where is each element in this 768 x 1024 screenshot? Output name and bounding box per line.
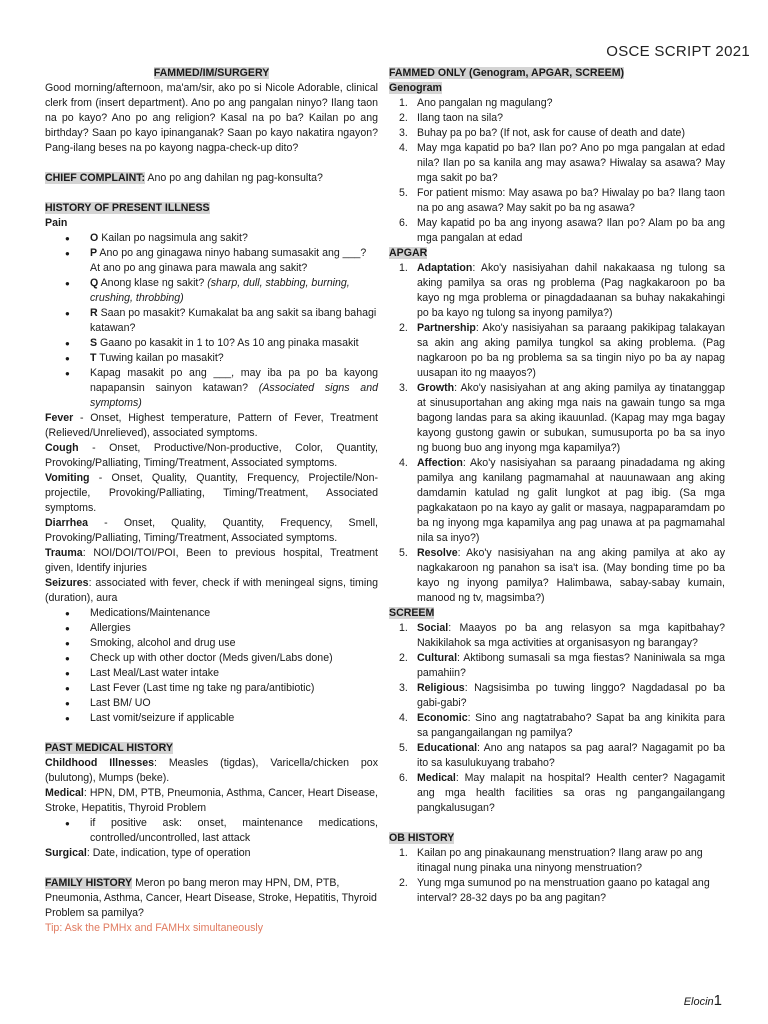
tip-note: Tip: Ask the PMHx and FAMHx simultaneously xyxy=(45,922,264,934)
list-item: 5. Resolve: Ako'y nasisiyahan na ang aking pamilya at ako ay nagkakaroon ng panahon sa isa't isa. (May bonding time po ba kayo ng inyong pamilya? Halimbawa, sabay-sabay kumain, manood ng tv, magsimba?) xyxy=(399,547,725,604)
screem-label: SCREEM xyxy=(389,607,435,619)
symptom-trauma xyxy=(45,546,378,576)
pain-text: Kailan po nagsimula ang sakit? xyxy=(98,232,248,244)
symptom-label: Fever xyxy=(45,412,74,424)
symptom-text: - Onset, Quality, Quantity, Frequency, Projectile/Non-projectile, Provoking/Palliating, Timing/Treatment, Associated symptoms. xyxy=(45,472,378,514)
list-item: ● Last vomit/seizure if applicable xyxy=(45,711,378,726)
symptom-text: - Onset, Highest temperature, Pattern of Fever, Treatment (Relieved/Unrelieved), associated symptoms. xyxy=(45,412,378,439)
hpi-header-line xyxy=(45,201,378,216)
pmh-header-line xyxy=(45,741,378,756)
pain-label: Pain xyxy=(45,217,68,229)
hpi-header: HISTORY OF PRESENT ILLNESS xyxy=(45,202,210,214)
childhood-text: : Measles (tigdas), Varicella/chicken pox (bulutong), Mumps (beke). xyxy=(45,757,378,784)
list-item: 4. Economic: Sino ang nagtatrabaho? Sapat ba ang kinikita para sa pangangailangan ng pamilya? xyxy=(399,712,725,739)
left-column xyxy=(45,66,378,936)
pain-key: S xyxy=(90,337,98,349)
list-item: 4. Affection: Ako'y nasisiyahan sa paraang pinadadama ng aking pamilya ang kanilang pagmamahal at nauunawaan ang aking damdamin katulad ng galit lungkot at pag ibig. (Sa mga pagkakataon po na kayo ay galit or masaya, nagpaparamdam po ba ng inyong mga kapamilya ang pag unawa at pa pagmamahal nila sa inyo?) xyxy=(399,457,725,544)
apgar-line xyxy=(389,246,725,261)
symptom-diarrhea xyxy=(45,516,378,546)
pain-item xyxy=(45,276,378,306)
symptom-label: Vomiting xyxy=(45,472,90,484)
pain-item xyxy=(45,366,378,411)
positive-list xyxy=(45,816,378,846)
symptom-fever xyxy=(45,411,378,441)
apgar-label: APGAR xyxy=(389,247,428,259)
pain-key: T xyxy=(90,352,97,364)
list-item: 5. Educational: Ano ang natapos sa pag aaral? Nagagamit po ba ito sa kasulukuyang trabaho? xyxy=(399,742,725,769)
medical-text: : HPN, DM, PTB, Pneumonia, Asthma, Cancer, Heart Disease, Stroke, Hepatitis, Thyroid Problem xyxy=(45,787,378,814)
symptom-label: Trauma xyxy=(45,547,83,559)
misc-list xyxy=(45,606,378,726)
right-header-line xyxy=(389,66,725,81)
ob-history-line xyxy=(389,831,725,846)
pain-italic: (Associated signs and symptoms) xyxy=(90,382,378,409)
symptom-cough xyxy=(45,441,378,471)
list-item: 2. Cultural: Aktibong sumasali sa mga fiestas? Naniniwala sa mga pamahiin? xyxy=(399,652,725,679)
pain-italic: (sharp, dull, stabbing, burning, crushing, throbbing) xyxy=(90,277,350,304)
medical-label: Medical xyxy=(45,787,84,799)
pain-text: Kapag masakit po ang ___, may iba pa po ba kayong napapansin sainyon katawan? xyxy=(90,367,378,394)
list-item: ● Last Meal/Last water intake xyxy=(45,666,378,681)
pain-item xyxy=(45,306,378,336)
surgical-text: : Date, indication, type of operation xyxy=(86,847,251,859)
symptom-label: Seizures xyxy=(45,577,89,589)
genogram-line xyxy=(389,81,725,96)
page-footer xyxy=(684,993,722,1010)
family-history xyxy=(45,876,378,921)
chief-complaint-label: CHIEF COMPLAINT: xyxy=(45,172,146,184)
apgar-list xyxy=(389,261,725,606)
footer-author: Elocin xyxy=(683,996,714,1008)
list-item: ● Smoking, alcohol and drug use xyxy=(45,636,378,651)
ob-history-header: OB HISTORY xyxy=(389,832,455,844)
pain-list xyxy=(45,231,378,411)
list-item: 1. Kailan po ang pinakaunang menstruation? Ilang araw po ang itinagal nung pinaka una ninyong menstruation? xyxy=(399,847,703,874)
list-item: 1. Social: Maayos po ba ang relasyon sa mga kapitbahay? Nakikilahok sa mga activities at organisasyon ng barangay? xyxy=(399,622,725,649)
screem-list xyxy=(389,621,725,816)
list-item: 2. Yung mga sumunod po na menstruation gaano po katagal ang interval? 28-32 days po ba ang pagitan? xyxy=(399,877,710,904)
pain-text: Ano po ang ginagawa ninyo habang sumasakit ang ___? At ano po ang ginawa para mawala ang sakit? xyxy=(90,247,367,274)
list-item: ● Medications/Maintenance xyxy=(45,606,378,621)
intro-paragraph: Good morning/afternoon, ma'am/sir, ako po si Nicole Adorable, clinical clerk from (insert department). Ano po ang pangalan ninyo? Ilang taon na po kayo? Ano po ang religion? Kasal na po ba? Kailan po ang birthday? Saan po kayo ipinanganak? Saan po kayo nakatira ngayon? Pang-ilang beses na po kayong nagpa-check-up dito? xyxy=(45,82,378,154)
pain-key: Q xyxy=(90,277,99,289)
chief-complaint-text: Ano po ang dahilan ng pag-konsulta? xyxy=(145,172,323,184)
symptom-text: - Onset, Productive/Non-productive, Color, Quantity, Provoking/Palliating, Timing/Treatment, Associated symptoms. xyxy=(45,442,378,469)
list-item: 1. Ano pangalan ng magulang? xyxy=(399,97,553,109)
surgical-history xyxy=(45,846,378,861)
document-title: OSCE SCRIPT 2021 xyxy=(606,43,750,60)
list-item: ● Last Fever (Last time ng take ng para/antibiotic) xyxy=(45,681,378,696)
genogram-label: Genogram xyxy=(389,82,442,94)
list-item: 3. Religious: Nagsisimba po tuwing linggo? Nagdadasal po ba gabi-gabi? xyxy=(399,682,725,709)
list-item: ● Allergies xyxy=(45,621,378,636)
pain-item xyxy=(45,336,378,351)
list-item: 2. Partnership: Ako'y nasisiyahan sa paraang pakikipag talakayan sa akin ang aking pamilya tungkol sa aking problema. (Pag nagkaroon po ba ng problema sa sa tingin niyo po ba ay napag uusapan ito ng maayos?) xyxy=(399,322,725,379)
section-header-fammed-im-surgery: FAMMED/IM/SURGERY xyxy=(153,67,270,79)
list-item: 3. Buhay pa po ba? (If not, ask for cause of death and date) xyxy=(399,127,685,139)
left-header-wrap xyxy=(45,66,378,81)
family-history-text: Meron po bang meron may HPN, DM, PTB, Pneumonia, Asthma, Cancer, Heart Disease, Stroke, Hepatitis, Thyroid Problem sa pamilya? xyxy=(45,877,377,919)
list-item: 5. For patient mismo: May asawa po ba? Hiwalay po ba? Ilang taon na po ang asawa? May sakit po ba ng asawa? xyxy=(399,187,725,214)
list-item: 6. Medical: May malapit na hospital? Health center? Nagagamit ang mga health facilities sa oras ng pangangailangang pangkalusugan? xyxy=(399,772,725,814)
genogram-list xyxy=(389,96,725,246)
pain-item xyxy=(45,246,378,276)
symptom-text: - Onset, Quality, Quantity, Frequency, Smell, Provoking/Palliating, Timing/Treatment, Associated symptoms. xyxy=(45,517,378,544)
list-item: ● if positive ask: onset, maintenance medications, controlled/uncontrolled, last attack xyxy=(45,816,378,846)
list-item: 2. Ilang taon na sila? xyxy=(399,112,503,124)
symptom-text: : associated with fever, check if with meningeal signs, timing (duration), aura xyxy=(45,577,378,604)
list-item: 6. May kapatid po ba ang inyong asawa? Ilan po? Alam po ba ang mga pangalan at edad xyxy=(399,217,725,244)
surgical-label: Surgical xyxy=(45,847,87,859)
pain-text: Anong klase ng sakit? xyxy=(98,277,208,289)
symptom-vomiting xyxy=(45,471,378,516)
list-item: ● Last BM/ UO xyxy=(45,696,378,711)
ob-list xyxy=(389,846,725,906)
pain-text: Saan po masakit? Kumakalat ba ang sakit sa ibang bahagi katawan? xyxy=(90,307,377,334)
list-item: ● Check up with other doctor (Meds given/Labs done) xyxy=(45,651,378,666)
chief-complaint xyxy=(45,171,378,186)
pmh-header: PAST MEDICAL HISTORY xyxy=(45,742,173,754)
page-number: 1 xyxy=(713,992,722,1009)
pain-item xyxy=(45,231,378,246)
pain-key: O xyxy=(90,232,99,244)
symptom-text: : NOI/DOI/TOI/POI, Been to previous hospital, Treatment given, Identify injuries xyxy=(45,547,378,574)
pain-key: R xyxy=(90,307,98,319)
pain-item xyxy=(45,351,378,366)
medical-history xyxy=(45,786,378,816)
childhood-illnesses xyxy=(45,756,378,786)
symptom-label: Diarrhea xyxy=(45,517,88,529)
list-item: 4. May mga kapatid po ba? Ilan po? Ano po mga pangalan at edad nila? Ilan po sa kanila ang may asawa? Hiwalay sa asawa? May mga sakit po ba? xyxy=(399,142,725,184)
pain-key: P xyxy=(90,247,98,259)
pain-text: Gaano po kasakit in 1 to 10? As 10 ang pinaka masakit xyxy=(97,337,359,349)
list-item: 1. Adaptation: Ako'y nasisiyahan dahil nakakaasa ng tulong sa aking pamilya sa oras ng problema (Pag nagkakaroon po ba kayo ng mga problema or pinagdadaanan sa buhay nakakahingi po ba kayo ng tulong sa inyong pamilya?) xyxy=(399,262,725,319)
childhood-label: Childhood Illnesses xyxy=(45,757,155,769)
list-item: 3. Growth: Ako'y nasisiyahan at ang aking pamilya ay tinatanggap at sinusuportahan ang aking mga nais na gawain tungo sa mga bagong landas para sa aking ikauunlad. (Kapag may mga bagay kayong gustong gawin or subukan, sumusuporta po ba sa inyo ng buong buo ang inyong mga kapamilya?) xyxy=(399,382,725,454)
symptom-seizures xyxy=(45,576,378,606)
symptom-label: Cough xyxy=(45,442,79,454)
pain-text: Tuwing kailan po masakit? xyxy=(96,352,224,364)
family-history-label: FAMILY HISTORY xyxy=(45,877,133,889)
screem-line xyxy=(389,606,725,621)
right-column xyxy=(389,66,725,906)
section-header-fammed-only: FAMMED ONLY (Genogram, APGAR, SCREEM) xyxy=(389,67,625,79)
